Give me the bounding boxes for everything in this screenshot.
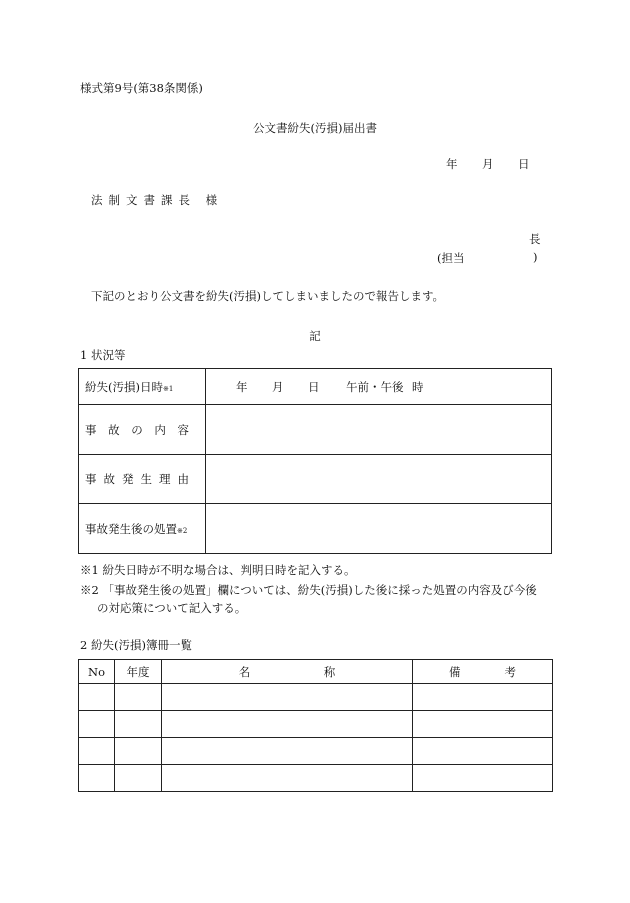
action-note-mark: ※2	[177, 526, 188, 535]
form-number: 様式第9号(第38条関係)	[80, 81, 203, 95]
dt-hour: 時	[412, 379, 424, 394]
cell-name[interactable]	[162, 738, 413, 765]
ledger-header-row	[79, 660, 553, 684]
col-remarks-char: 考	[504, 664, 516, 679]
datetime-label-text: 紛失(汚損)日時	[85, 379, 163, 394]
dt-ampm: 午前・午後	[346, 379, 404, 394]
date-day-label: 日	[518, 157, 530, 171]
cell-no[interactable]	[79, 684, 115, 711]
reason-label-char: 故	[103, 472, 115, 486]
content-label-char: 故	[108, 422, 120, 437]
reason-value[interactable]	[206, 455, 552, 504]
reason-label-char: 生	[140, 472, 152, 486]
col-remarks-char: 備	[449, 664, 461, 679]
cell-name[interactable]	[162, 765, 413, 792]
section1-heading: 1 状況等	[80, 348, 126, 362]
col-name-char: 称	[323, 664, 336, 679]
col-remarks-header	[413, 660, 553, 684]
col-name-char: 名	[238, 664, 251, 679]
date-line	[446, 156, 530, 172]
addressee: 法制文書課長 様	[91, 193, 224, 207]
datetime-value[interactable]	[206, 369, 552, 405]
cell-remarks[interactable]	[413, 765, 553, 792]
content-label	[79, 405, 206, 455]
cell-year[interactable]	[115, 738, 162, 765]
ledger-table	[78, 659, 553, 792]
dt-year: 年	[236, 379, 248, 394]
action-value[interactable]	[206, 504, 552, 554]
cell-year[interactable]	[115, 684, 162, 711]
reason-label-char: 事	[85, 472, 97, 486]
reason-row	[79, 455, 552, 504]
contact-open: (担当	[437, 251, 465, 265]
note-1: ※1 紛失日時が不明な場合は、判明日時を記入する。	[80, 563, 356, 577]
content-label-char: 内	[154, 422, 166, 437]
col-year-header: 年度	[115, 660, 162, 684]
cell-name[interactable]	[162, 684, 413, 711]
reason-label-char: 由	[177, 472, 189, 486]
document-title: 公文書紛失(汚損)届出書	[253, 121, 377, 135]
action-row	[79, 504, 552, 554]
table-row	[79, 738, 553, 765]
ki-heading: 記	[309, 329, 321, 343]
contact-close: )	[533, 250, 538, 264]
content-label-char: の	[131, 422, 143, 437]
table-row	[79, 684, 553, 711]
table-row	[79, 765, 553, 792]
content-row	[79, 405, 552, 455]
content-value[interactable]	[206, 405, 552, 455]
note-2: ※2 「事故発生後の処置」欄については、紛失(汚損)した後に採った処置の内容及び今後	[80, 583, 537, 597]
cell-no[interactable]	[79, 711, 115, 738]
cell-remarks[interactable]	[413, 738, 553, 765]
cell-remarks[interactable]	[413, 684, 553, 711]
datetime-label	[79, 369, 206, 405]
cell-year[interactable]	[115, 711, 162, 738]
reason-label-char: 発	[122, 472, 134, 486]
col-name-header	[162, 660, 413, 684]
datetime-note-mark: ※1	[162, 384, 174, 393]
dt-day: 日	[308, 379, 320, 394]
reason-label-char: 理	[159, 472, 171, 486]
cell-no[interactable]	[79, 738, 115, 765]
content-label-char: 容	[177, 422, 189, 437]
sender-title: 長	[529, 232, 541, 246]
status-table	[78, 368, 552, 554]
action-label	[79, 504, 206, 554]
reason-label	[79, 455, 206, 504]
intro-text: 下記のとおり公文書を紛失(汚損)してしまいましたので報告します。	[91, 289, 445, 303]
table-row	[79, 711, 553, 738]
cell-remarks[interactable]	[413, 711, 553, 738]
date-year-label: 年	[446, 157, 458, 171]
date-month-label: 月	[482, 157, 494, 171]
datetime-row	[79, 369, 552, 405]
action-label-text: 事故発生後の処置	[85, 521, 177, 536]
contact-person	[437, 250, 538, 266]
note-2-continuation: の対応策について記入する。	[97, 601, 247, 615]
dt-month: 月	[272, 379, 284, 394]
col-no-header: No	[79, 660, 115, 684]
cell-year[interactable]	[115, 765, 162, 792]
cell-name[interactable]	[162, 711, 413, 738]
section2-heading: 2 紛失(汚損)簿冊一覧	[80, 638, 192, 652]
cell-no[interactable]	[79, 765, 115, 792]
content-label-char: 事	[85, 422, 97, 437]
